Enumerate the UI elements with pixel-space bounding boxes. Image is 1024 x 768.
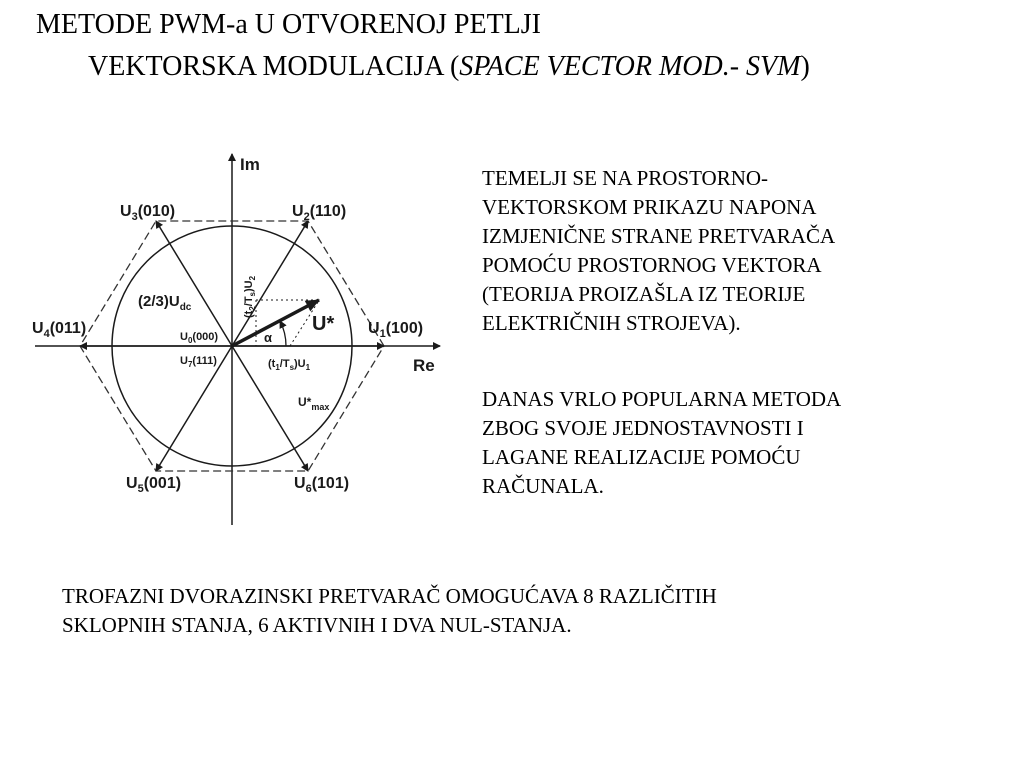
description-paragraph-1 [482, 164, 982, 338]
alpha-label: α [264, 330, 272, 345]
description-paragraph-3 [62, 582, 1002, 640]
text-line: RAČUNALA. [482, 474, 604, 498]
text-line: IZMJENIČNE STRANE PRETVARAČA [482, 224, 836, 248]
text-line: (TEORIJA PROIZAŠLA IZ TEORIJE [482, 282, 806, 306]
subtitle-prefix: VEKTORSKA MODULACIJA ( [88, 51, 460, 82]
umax-label: $U*_{max}$ [298, 395, 330, 412]
u2-label: $U_2(110)$ [292, 203, 347, 223]
u4-label: $U_4(011)$ [32, 320, 87, 340]
u6-label: $U_6(101)$ [294, 475, 350, 495]
subtitle-italic: SPACE VECTOR MOD.- SVM [459, 51, 801, 82]
slide-subtitle [88, 50, 810, 84]
space-vector-diagram [30, 140, 450, 535]
u3-label: $U_3(010)$ [120, 203, 176, 223]
u1-label: $U_1(100)$ [368, 320, 424, 340]
im-axis-label: Im [240, 155, 260, 174]
text-line: DANAS VRLO POPULARNA METODA [482, 387, 842, 411]
text-line: ELEKTRIČNIH STROJEVA). [482, 311, 741, 335]
re-axis-label: Re [413, 356, 435, 375]
text-line: LAGANE REALIZACIJE POMOĆU [482, 445, 801, 469]
slide-title: METODE PWM-a U OTVORENOJ PETLJI [36, 9, 541, 40]
text-line: VEKTORSKOM PRIKAZU NAPONA [482, 195, 817, 219]
u7-label: $U_7(111)$ [180, 355, 217, 369]
alpha-arc [280, 321, 286, 346]
text-line: TROFAZNI DVORAZINSKI PRETVARAČ OMOGUĆAVA 8 RAZLIČITIH [62, 584, 717, 608]
text-line: TEMELJI SE NA PROSTORNO- [482, 166, 769, 190]
text-line: ZBOG SVOJE JEDNOSTAVNOSTI I [482, 416, 804, 440]
vector-u3 [156, 221, 232, 346]
text-line: POMOĆU PROSTORNOG VEKTORA [482, 253, 822, 277]
text-line: SKLOPNIH STANJA, 6 AKTIVNIH I DVA NUL-STANJA. [62, 613, 572, 637]
description-paragraph-2 [482, 385, 982, 501]
subtitle-suffix: ) [800, 51, 810, 82]
u5-label: $U_5(001)$ [126, 475, 182, 495]
component-label-1: $(t_1/T_s)U_1$ [268, 358, 311, 372]
component-label-2: $(t_2/T_s)U_2$ [243, 275, 257, 318]
u-star-label: U* [312, 313, 335, 335]
radius-label: $(2/3)U_{dc}$ [138, 293, 192, 313]
u0-label: $U_0(000)$ [180, 331, 219, 345]
